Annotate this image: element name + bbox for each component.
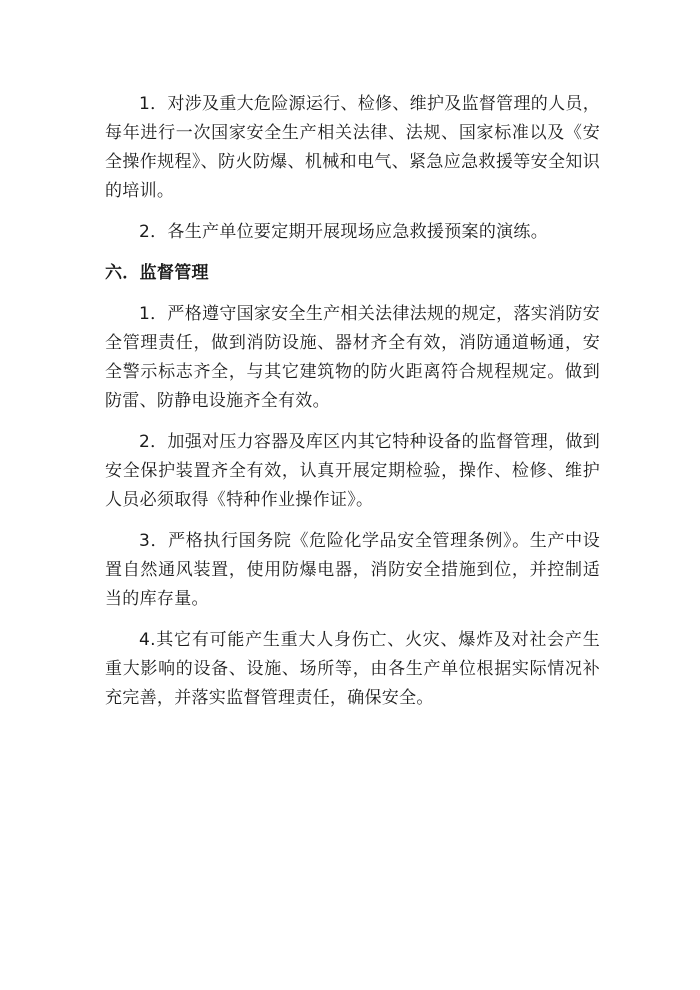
document-page xyxy=(105,90,600,725)
training-paragraph: 1．对涉及重大危险源运行、检修、维护及监督管理的人员，每年进行一次国家安全生产相关法律、法规、国家标准以及《安全操作规程》、防火防爆、机械和电气、紧急应急救援等安全知识的培训。 xyxy=(105,94,600,201)
other-hazards-paragraph: 4.其它有可能产生重大人身伤亡、火灾、爆炸及对社会产生重大影响的设备、设施、场所等，由各生产单位根据实际情况补充完善，并落实监督管理责任，确保安全。 xyxy=(105,630,600,708)
fire-safety-paragraph: 1．严格遵守国家安全生产相关法律法规的规定，落实消防安全管理责任，做到消防设施、器材齐全有效，消防通道畅通，安全警示标志齐全，与其它建筑物的防火距离符合规程规定。做到防雷、防静电设施齐全有效。 xyxy=(105,304,600,411)
drill-paragraph: 2．各生产单位要定期开展现场应急救援预案的演练。 xyxy=(139,222,549,242)
regulation-paragraph: 3．严格执行国务院《危险化学品安全管理条例》。生产中设置自然通风装置，使用防爆电器，消防安全措施到位，并控制适当的库存量。 xyxy=(105,531,600,609)
section-heading: 六．监督管理 xyxy=(105,263,209,283)
pressure-vessel-paragraph: 2．加强对压力容器及库区内其它特种设备的监督管理，做到安全保护装置齐全有效，认真开展定期检验，操作、检修、维护人员必须取得《特种作业操作证》。 xyxy=(105,432,600,510)
